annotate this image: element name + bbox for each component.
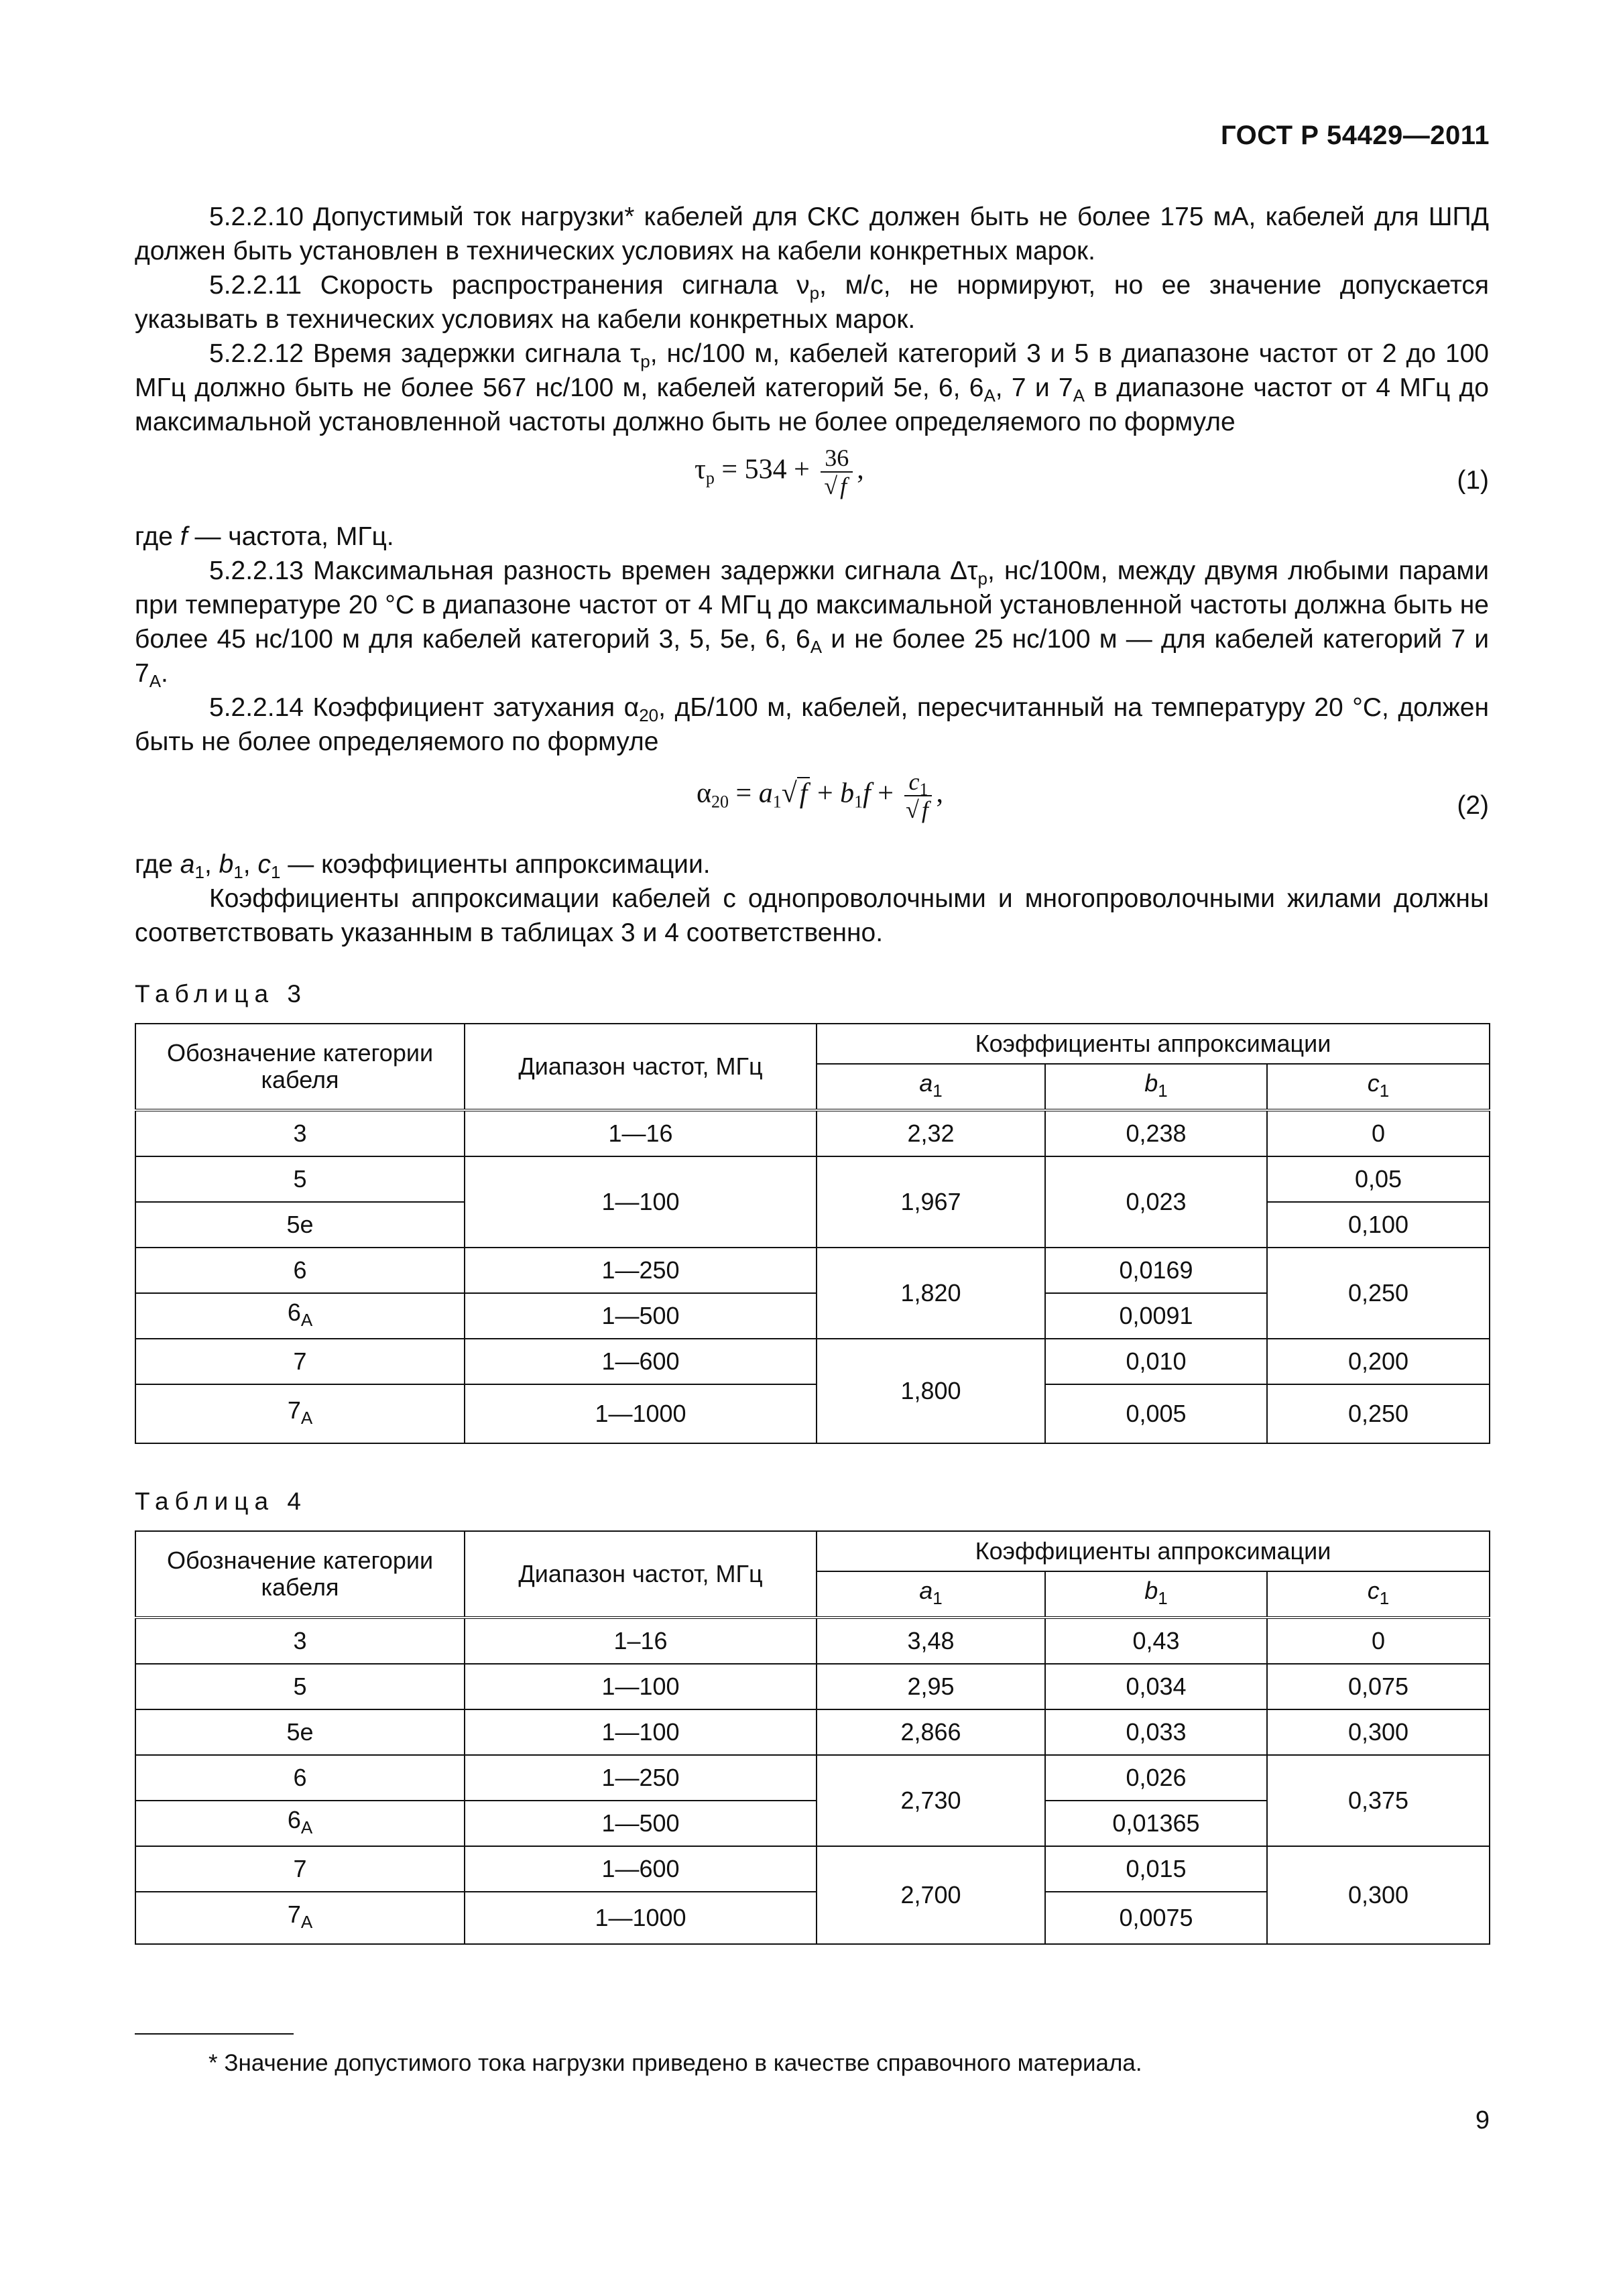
- cell-c1: 0,300: [1267, 1846, 1490, 1944]
- table-4: [135, 1530, 1490, 1945]
- formula-2: [135, 759, 1489, 847]
- cell-b1: 0,43: [1045, 1618, 1267, 1664]
- text: ,: [204, 850, 219, 879]
- text: , дБ/100 м, кабелей, пересчитанный на температуру 20 °С, должен быть не более определяемого по формуле: [135, 693, 1490, 756]
- cell-c1: 0,375: [1267, 1755, 1490, 1846]
- text: где: [135, 522, 180, 551]
- table-3: [135, 1023, 1490, 1444]
- variable: c: [1367, 1069, 1380, 1097]
- paragraph-coefficients: Коэффициенты аппроксимации кабелей с однопроволочными и многопроволочными жилами должны соответствовать указанным в таблицах 3 и 4 соответственно.: [135, 884, 1489, 947]
- text: , 7 и 7: [995, 373, 1073, 402]
- subscript: р: [705, 468, 715, 488]
- text: 6: [287, 1805, 301, 1833]
- cell-category: [135, 1384, 465, 1443]
- variable: b: [1144, 1069, 1158, 1097]
- cell-category: 5: [135, 1664, 465, 1709]
- table-row: [135, 1248, 1490, 1293]
- text: 7: [287, 1396, 301, 1424]
- cell-b1: 0,0075: [1045, 1892, 1267, 1944]
- variable: c: [257, 850, 271, 879]
- where-clause-1: [135, 520, 1489, 554]
- header-a1: [817, 1064, 1045, 1110]
- cell-b1: 0,01365: [1045, 1801, 1267, 1846]
- table-row: [135, 1156, 1490, 1202]
- cell-b1: 0,238: [1045, 1110, 1267, 1156]
- header-category: Обозначение категории кабеля: [135, 1024, 465, 1110]
- text: в диапазоне частот от 4 МГц до максимальной установленной частоты должно быть не более определяемого по формуле: [135, 373, 1489, 436]
- formula-text: =: [729, 778, 759, 809]
- subscript: 1: [933, 1080, 943, 1101]
- subscript: А: [300, 1407, 313, 1428]
- cell-a1: 2,730: [817, 1755, 1045, 1846]
- cell-category: 7: [135, 1339, 465, 1384]
- footnote-divider: [135, 2033, 294, 2035]
- radicand: f: [837, 471, 849, 499]
- cell-a1: 3,48: [817, 1618, 1045, 1664]
- cell-category: 6: [135, 1755, 465, 1801]
- symbol-alpha: α: [697, 778, 712, 809]
- cell-range: 1–16: [465, 1618, 817, 1664]
- cell-b1: 0,005: [1045, 1384, 1267, 1443]
- fraction: [821, 444, 853, 499]
- header-a1: [817, 1571, 1045, 1618]
- cell-range: 1—250: [465, 1248, 817, 1293]
- table-row: [135, 1846, 1490, 1892]
- table-row: [135, 1339, 1490, 1384]
- sqrt: [919, 796, 931, 823]
- paragraph-5-2-2-10: 5.2.2.10 Допустимый ток нагрузки* кабелей для СКС должен быть не более 175 мА, кабелей для ШПД должен быть установлен в технических условиях на кабели конкретных марок.: [135, 202, 1489, 265]
- cell-range: 1—1000: [465, 1384, 817, 1443]
- text: 6: [287, 1298, 301, 1326]
- table-row: [135, 1384, 1490, 1443]
- cell-a1: 2,866: [817, 1709, 1045, 1755]
- table-row: [135, 1110, 1490, 1156]
- subscript: А: [810, 637, 823, 657]
- cell-c1: 0,300: [1267, 1709, 1490, 1755]
- numerator: [904, 768, 932, 799]
- subscript: 1: [1379, 1080, 1390, 1101]
- table-row: [135, 1664, 1490, 1709]
- cell-range: 1—500: [465, 1801, 817, 1846]
- cell-range: 1—250: [465, 1755, 817, 1801]
- subscript: 20: [711, 792, 729, 812]
- cell-c1: 0,250: [1267, 1248, 1490, 1339]
- text: 5.2.2.14 Коэффициент затухания α: [209, 693, 640, 722]
- paragraph-5-2-2-13: [135, 554, 1489, 690]
- formula-text: ,: [857, 454, 864, 485]
- document-body: [135, 200, 1489, 1945]
- subscript: 1: [854, 792, 863, 812]
- cell-b1: 0,0169: [1045, 1248, 1267, 1293]
- sqrt: [797, 777, 810, 811]
- formula-1: [135, 439, 1489, 520]
- cell-range: 1—600: [465, 1846, 817, 1892]
- cell-b1: 0,023: [1045, 1156, 1267, 1248]
- text: — коэффициенты аппроксимации.: [280, 850, 711, 879]
- paragraph-5-2-2-14: [135, 690, 1489, 759]
- subscript: 1: [233, 862, 243, 882]
- cell-c1: 0,250: [1267, 1384, 1490, 1443]
- variable: c: [1367, 1576, 1380, 1604]
- cell-category: [135, 1801, 465, 1846]
- cell-range: 1—1000: [465, 1892, 817, 1944]
- symbol-tau: τ: [695, 454, 706, 485]
- variable: a: [180, 850, 195, 879]
- subscript: А: [300, 1911, 313, 1932]
- header-c1: [1267, 1571, 1490, 1618]
- variable: f: [863, 778, 871, 809]
- paragraph-5-2-2-11: [135, 268, 1489, 337]
- cell-c1: 0,200: [1267, 1339, 1490, 1384]
- subscript: р: [977, 568, 987, 589]
- cell-range: 1—100: [465, 1664, 817, 1709]
- cell-b1: 0,0091: [1045, 1293, 1267, 1339]
- subscript: А: [1073, 385, 1085, 406]
- text: 5.2.2.13 Максимальная разность времен задержки сигнала Δτ: [209, 556, 978, 585]
- formula-number: (2): [1457, 791, 1489, 820]
- cell-range: 1—600: [465, 1339, 817, 1384]
- cell-category: 5е: [135, 1202, 465, 1248]
- cell-category: [135, 1293, 465, 1339]
- cell-category: 6: [135, 1248, 465, 1293]
- cell-c1: 0,075: [1267, 1664, 1490, 1709]
- formula-text: ,: [936, 778, 943, 809]
- sqrt: [837, 473, 849, 499]
- subscript: 1: [772, 792, 782, 812]
- cell-a1: 1,820: [817, 1248, 1045, 1339]
- header-b1: [1045, 1571, 1267, 1618]
- subscript: р: [809, 283, 820, 303]
- subscript: А: [300, 1817, 313, 1837]
- cell-b1: 0,010: [1045, 1339, 1267, 1384]
- table-3-caption: Таблица 3: [135, 980, 307, 1008]
- radicand: f: [919, 795, 931, 823]
- cell-a1: 2,95: [817, 1664, 1045, 1709]
- subscript: А: [983, 385, 996, 406]
- cell-c1: 0: [1267, 1110, 1490, 1156]
- table-row: [135, 1709, 1490, 1755]
- text: , нс/100м, между двумя любыми парами при температуре 20 °С в диапазоне частот от 4 МГц до максимальной установленной частоты должна быть не более 45 нс/100 м для кабелей категорий 3, 5, 5е, 6, 6: [135, 556, 1489, 654]
- text: и не более 25 нс/100 м — для кабелей категорий 7 и 7: [135, 625, 1489, 688]
- variable: b: [840, 778, 855, 809]
- cell-b1: 0,034: [1045, 1664, 1267, 1709]
- table-row: [135, 1755, 1490, 1801]
- paragraph-5-2-2-12: [135, 337, 1489, 439]
- subscript: 20: [639, 705, 659, 725]
- text: , м/с, не нормируют, но ее значение допускается указывать в технических условиях на кабели конкретных марок.: [135, 271, 1489, 334]
- header-category: Обозначение категории кабеля: [135, 1531, 465, 1618]
- subscript: 1: [194, 862, 204, 882]
- subscript: р: [640, 351, 650, 371]
- variable: b: [219, 850, 234, 879]
- text: где: [135, 850, 180, 879]
- header-coefficients: Коэффициенты аппроксимации: [817, 1024, 1490, 1064]
- cell-category: [135, 1892, 465, 1944]
- cell-range: 1—16: [465, 1110, 817, 1156]
- cell-range: 1—100: [465, 1709, 817, 1755]
- table-row: [135, 1618, 1490, 1664]
- header-b1: [1045, 1064, 1267, 1110]
- header-c1: [1267, 1064, 1490, 1110]
- denominator: √ f: [904, 796, 932, 823]
- header-frequency-range: Диапазон частот, МГц: [465, 1024, 817, 1110]
- cell-b1: 0,015: [1045, 1846, 1267, 1892]
- text: 5.2.2.11 Скорость распространения сигнала ν: [209, 271, 810, 300]
- page-number: 9: [1475, 2106, 1490, 2134]
- subscript: 1: [1379, 1587, 1390, 1608]
- cell-c1: 0,100: [1267, 1202, 1490, 1248]
- cell-range: 1—500: [465, 1293, 817, 1339]
- formula-text: = 534 +: [714, 454, 817, 485]
- cell-category: 7: [135, 1846, 465, 1892]
- variable: f: [180, 522, 188, 551]
- cell-category: 5е: [135, 1709, 465, 1755]
- subscript: 1: [919, 780, 928, 799]
- formula-text: +: [810, 778, 841, 809]
- cell-b1: 0,033: [1045, 1709, 1267, 1755]
- subscript: 1: [1158, 1587, 1168, 1608]
- text: — частота, МГц.: [187, 522, 394, 551]
- subscript: А: [300, 1309, 313, 1330]
- cell-category: 3: [135, 1110, 465, 1156]
- text: 5.2.2.12 Время задержки сигнала τ: [209, 339, 641, 368]
- text: ,: [243, 850, 258, 879]
- header-frequency-range: Диапазон частот, МГц: [465, 1531, 817, 1618]
- text: .: [161, 659, 168, 688]
- formula-2-expression: $\alpha_{20} = a_1√f + b_1f$ + $\frac{c_1}{√ f}$ ,: [697, 768, 943, 823]
- text: , нс/100 м, кабелей категорий 3 и 5 в диапазоне частот от 2 до 100 МГц должно быть не более 567 нс/100 м, кабелей категорий 5е, 6, 6: [135, 339, 1489, 402]
- document-header: ГОСТ Р 54429—2011: [1221, 121, 1490, 150]
- numerator: 36: [821, 444, 853, 473]
- formula-1-expression: [695, 444, 864, 499]
- footnote: * Значение допустимого тока нагрузки приведено в качестве справочного материала.: [208, 2050, 1142, 2076]
- cell-a1: 2,700: [817, 1846, 1045, 1944]
- variable: a: [758, 778, 773, 809]
- cell-category: 5: [135, 1156, 465, 1202]
- where-clause-2: [135, 847, 1489, 882]
- table-4-caption: Таблица 4: [135, 1488, 307, 1515]
- variable: a: [919, 1069, 933, 1097]
- fraction: [904, 768, 932, 823]
- radicand: f: [797, 777, 810, 809]
- subscript: А: [149, 671, 162, 691]
- subscript: 1: [933, 1587, 943, 1608]
- cell-a1: 2,32: [817, 1110, 1045, 1156]
- cell-b1: 0,026: [1045, 1755, 1267, 1801]
- formula-text: +: [870, 778, 901, 809]
- formula-number: (1): [1457, 466, 1489, 495]
- cell-c1: 0: [1267, 1618, 1490, 1664]
- subscript: 1: [270, 862, 281, 882]
- cell-a1: 1,800: [817, 1339, 1045, 1443]
- subscript: 1: [1158, 1080, 1168, 1101]
- cell-category: 3: [135, 1618, 465, 1664]
- header-coefficients: Коэффициенты аппроксимации: [817, 1531, 1490, 1571]
- cell-a1: 1,967: [817, 1156, 1045, 1248]
- variable: a: [919, 1576, 933, 1604]
- cell-range: 1—100: [465, 1156, 817, 1248]
- variable: b: [1144, 1576, 1158, 1604]
- denominator: √ f: [821, 473, 853, 499]
- variable: c: [908, 768, 920, 795]
- text: 7: [287, 1900, 301, 1928]
- cell-c1: 0,05: [1267, 1156, 1490, 1202]
